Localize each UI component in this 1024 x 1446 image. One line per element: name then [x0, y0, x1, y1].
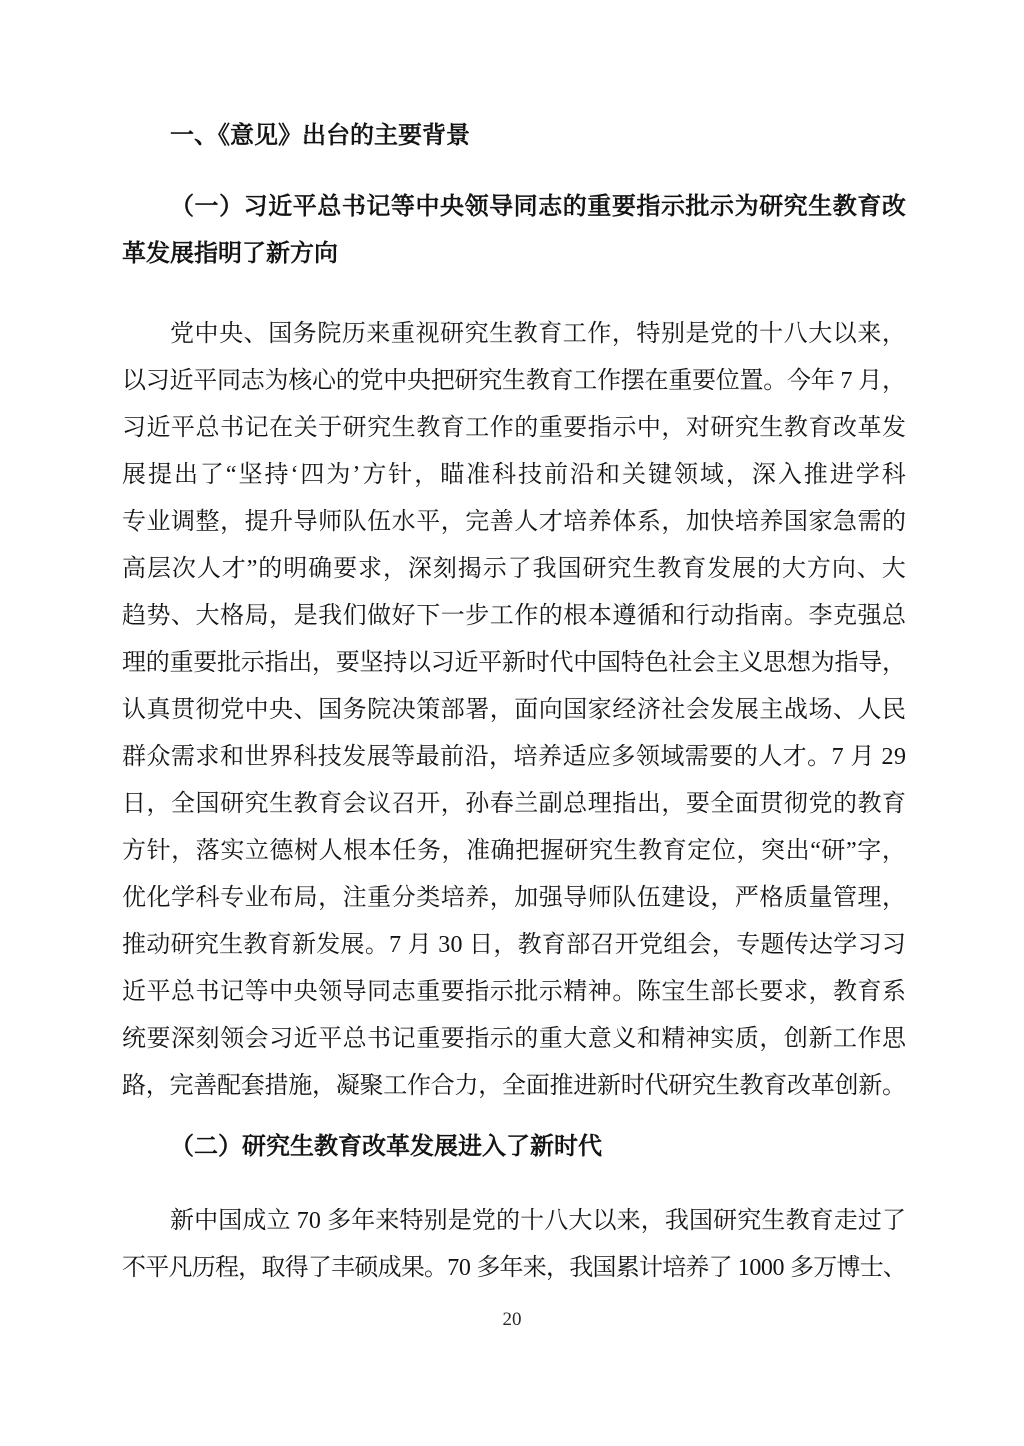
body-line: 高 层 次 人 才 ” 的 明 确 要 求 ， 深 刻 揭 示 了 我 国 研 究 生 教 育 发 展 的 大 方 向 、 大 [122, 556, 906, 582]
body-line: 专 业 调 整 ， 提 升 导 师 队 伍 水 平 ， 完 善 人 才 培 养 体 系 ， 加 快 培 养 国 家 急 需 的 [122, 509, 906, 535]
body-line: 理 的 重 要 批 示 指 出 ， 要 坚 持 以 习 近 平 新 时 代 中 国 特 色 社 会 主 义 思 想 为 指 导 ， [122, 650, 906, 676]
document-body [122, 0, 906, 1292]
body-line: 认 真 贯 彻 党 中 央 、 国 务 院 决 策 部 署 ， 面 向 国 家 经 济 社 会 发 展 主 战 场 、 人 民 [122, 697, 906, 723]
body-line: 日 ， 全 国 研 究 生 教 育 会 议 召 开 ， 孙 春 兰 副 总 理 指 出 ， 要 全 面 贯 彻 党 的 教 育 [122, 791, 906, 817]
body-line: 习 近 平 总 书 记 在 关 于 研 究 生 教 育 工 作 的 重 要 指 示 中 ， 对 研 究 生 教 育 改 革 发 [122, 415, 906, 441]
body-line: 统 要 深 刻 领 会 习 近 平 总 书 记 重 要 指 示 的 重 大 意 义 和 精 神 实 质 ， 创 新 工 作 思 [122, 1026, 906, 1052]
paragraph-2 [122, 1198, 906, 1292]
paragraph-1 [122, 311, 906, 1110]
heading-line: （ 一 ） 习 近 平 总 书 记 等 中 央 领 导 同 志 的 重 要 指 示 批 示 为 研 究 生 教 育 改 [170, 194, 906, 220]
body-line: 展 提 出 了 “ 坚 持 ‘ 四 为 ’ 方 针 ， 瞄 准 科 技 前 沿 和 关 键 领 域 ， 深 入 推 进 学 科 [122, 462, 906, 488]
section-heading: 一、《意见》出台的主要背景 [170, 123, 470, 149]
body-line: 优 化 学 科 专 业 布 局 ， 注 重 分 类 培 养 ， 加 强 导 师 队 伍 建 设 ， 严 格 质 量 管 理 ， [122, 885, 906, 911]
page-number: 20 [502, 1309, 522, 1330]
body-line: 近 平 总 书 记 等 中 央 领 导 同 志 重 要 指 示 批 示 精 神 。 陈 宝 生 部 长 要 求 ， 教 育 系 [122, 979, 906, 1005]
body-line: 方 针 ， 落 实 立 德 树 人 根 本 任 务 ， 准 确 把 握 研 究 生 教 育 定 位 ， 突 出 “ 研 ” 字 ， [122, 838, 906, 864]
heading-line: 革发展指明了新方向 [122, 241, 338, 267]
body-line: 群 众 需 求 和 世 界 科 技 发 展 等 最 前 沿 ， 培 养 适 应 多 领 域 需 要 的 人 才 。 7 月 2 9 [122, 744, 906, 770]
body-line: 推 动 研 究 生 教 育 新 发 展 。 7 月 3 0 日 ， 教 育 部 召 开 党 组 会 ， 专 题 传 达 学 习 习 [122, 932, 906, 958]
body-line: 趋 势 、 大 格 局 ， 是 我 们 做 好 下 一 步 工 作 的 根 本 遵 循 和 行 动 指 南 。 李 克 强 总 [122, 603, 906, 629]
body-line: 新 中 国 成 立 7 0 多 年 来 特 别 是 党 的 十 八 大 以 来 ， 我 国 研 究 生 教 育 走 过 了 [170, 1208, 906, 1234]
subsection-2-heading: （二）研究生教育改革发展进入了新时代 [170, 1134, 602, 1160]
body-line: 以 习 近 平 同 志 为 核 心 的 党 中 央 把 研 究 生 教 育 工 作 摆 在 重 要 位 置 。 今 年 7 月 ， [122, 368, 906, 394]
body-line: 路 ， 完 善 配 套 措 施 ， 凝 聚 工 作 合 力 ， 全 面 推 进 新 时 代 研 究 生 教 育 改 革 创 新 。 [122, 1073, 906, 1099]
body-line: 不 平 凡 历 程 ， 取 得 了 丰 硕 成 果 。 7 0 多 年 来 ， 我 国 累 计 培 养 了 1 0 0 0 多 万 博 士 、 [122, 1255, 907, 1281]
body-line: 党 中 央 、 国 务 院 历 来 重 视 研 究 生 教 育 工 作 ， 特 别 是 党 的 十 八 大 以 来 ， [170, 321, 906, 347]
subsection-1-heading [122, 184, 906, 278]
